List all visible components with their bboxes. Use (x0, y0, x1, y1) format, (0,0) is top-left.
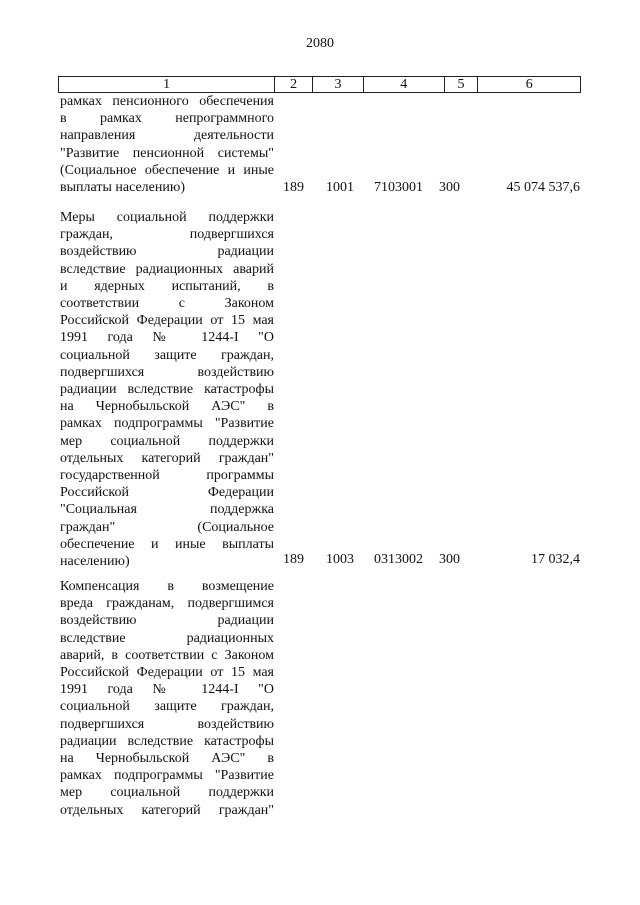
row-col-4: 0313002 (374, 552, 423, 567)
description-line: "Развитие пенсионной системы" (60, 145, 274, 161)
description-line: граждан, подвергшихся (60, 227, 274, 243)
description-line: воздействию радиации (60, 244, 274, 260)
description-line: населению) (60, 554, 130, 570)
header-col-1: 1 (59, 77, 275, 92)
description-line: радиации вследствие катастрофы (60, 382, 274, 398)
row-description (60, 578, 274, 819)
description-line: рамках подпрограммы "Развитие (60, 768, 274, 784)
description-line: мер социальной поддержки (60, 433, 274, 449)
header-col-6: 6 (525, 77, 533, 92)
description-line: выплаты населению) (60, 180, 185, 196)
description-line: государственной программы (60, 468, 274, 484)
description-line: рамках пенсионного обеспечения (60, 94, 274, 109)
description-line: направления деятельности (60, 128, 274, 144)
description-line: на Чернобыльской АЭС" в (60, 399, 274, 415)
description-line: социальной защите граждан, (60, 699, 274, 715)
description-line: 1991 года № 1244-I "О (60, 682, 274, 698)
row-col-4: 7103001 (374, 180, 423, 195)
row-description (60, 209, 274, 570)
description-line: на Чернобыльской АЭС" в (60, 751, 274, 767)
row-col-5: 300 (439, 552, 460, 567)
description-line: 1991 года № 1244-I "О (60, 330, 274, 346)
header-col-4: 4 (364, 77, 445, 92)
table-header-row (58, 76, 581, 93)
description-line: (Социальное обеспечение и иные (60, 162, 274, 178)
description-line: Российской Федерации (60, 485, 274, 501)
description-line: Российской Федерации от 15 мая (60, 313, 274, 329)
description-line: и ядерных испытаний, в (60, 278, 274, 294)
description-line: воздействию радиации (60, 613, 274, 629)
description-line: мер социальной поддержки (60, 785, 274, 801)
description-line: в рамках непрограммного (60, 111, 274, 127)
header-col-2: 2 (275, 77, 313, 92)
description-line: соответствии с Законом (60, 296, 274, 312)
description-line: вреда гражданам, подвергшимся (60, 596, 274, 612)
row-col-2: 189 (283, 180, 304, 195)
header-col-3: 3 (313, 77, 364, 92)
row-col-3: 1003 (326, 552, 354, 567)
description-line: вследствие радиационных аварий (60, 261, 274, 277)
description-line: отдельных категорий граждан" (60, 802, 274, 818)
row-description (60, 93, 274, 196)
description-line: социальной защите граждан, (60, 347, 274, 363)
description-line: "Социальная поддержка (60, 502, 274, 518)
description-line: обеспечение и иные выплаты (60, 536, 274, 552)
header-col-5: 5 (445, 77, 479, 92)
description-line: Меры социальной поддержки (60, 210, 274, 225)
description-line: отдельных категорий граждан" (60, 450, 274, 466)
description-line: вследствие радиационных (60, 630, 274, 646)
description-line: Компенсация в возмещение (60, 579, 274, 594)
description-line: радиации вследствие катастрофы (60, 733, 274, 749)
description-line: аварий, в соответствии с Законом (60, 647, 274, 663)
row-col-2: 189 (283, 552, 304, 567)
row-col-6: 45 074 537,6 (506, 180, 580, 195)
row-col-6: 17 032,4 (531, 552, 580, 567)
description-line: Российской Федерации от 15 мая (60, 665, 274, 681)
description-line: подвергшихся воздействию (60, 364, 274, 380)
description-line: граждан" (Социальное (60, 519, 274, 535)
row-col-5: 300 (439, 180, 460, 195)
row-col-3: 1001 (326, 180, 354, 195)
description-line: подвергшихся воздействию (60, 716, 274, 732)
page-number: 2080 (306, 36, 334, 51)
description-line: рамках подпрограммы "Развитие (60, 416, 274, 432)
